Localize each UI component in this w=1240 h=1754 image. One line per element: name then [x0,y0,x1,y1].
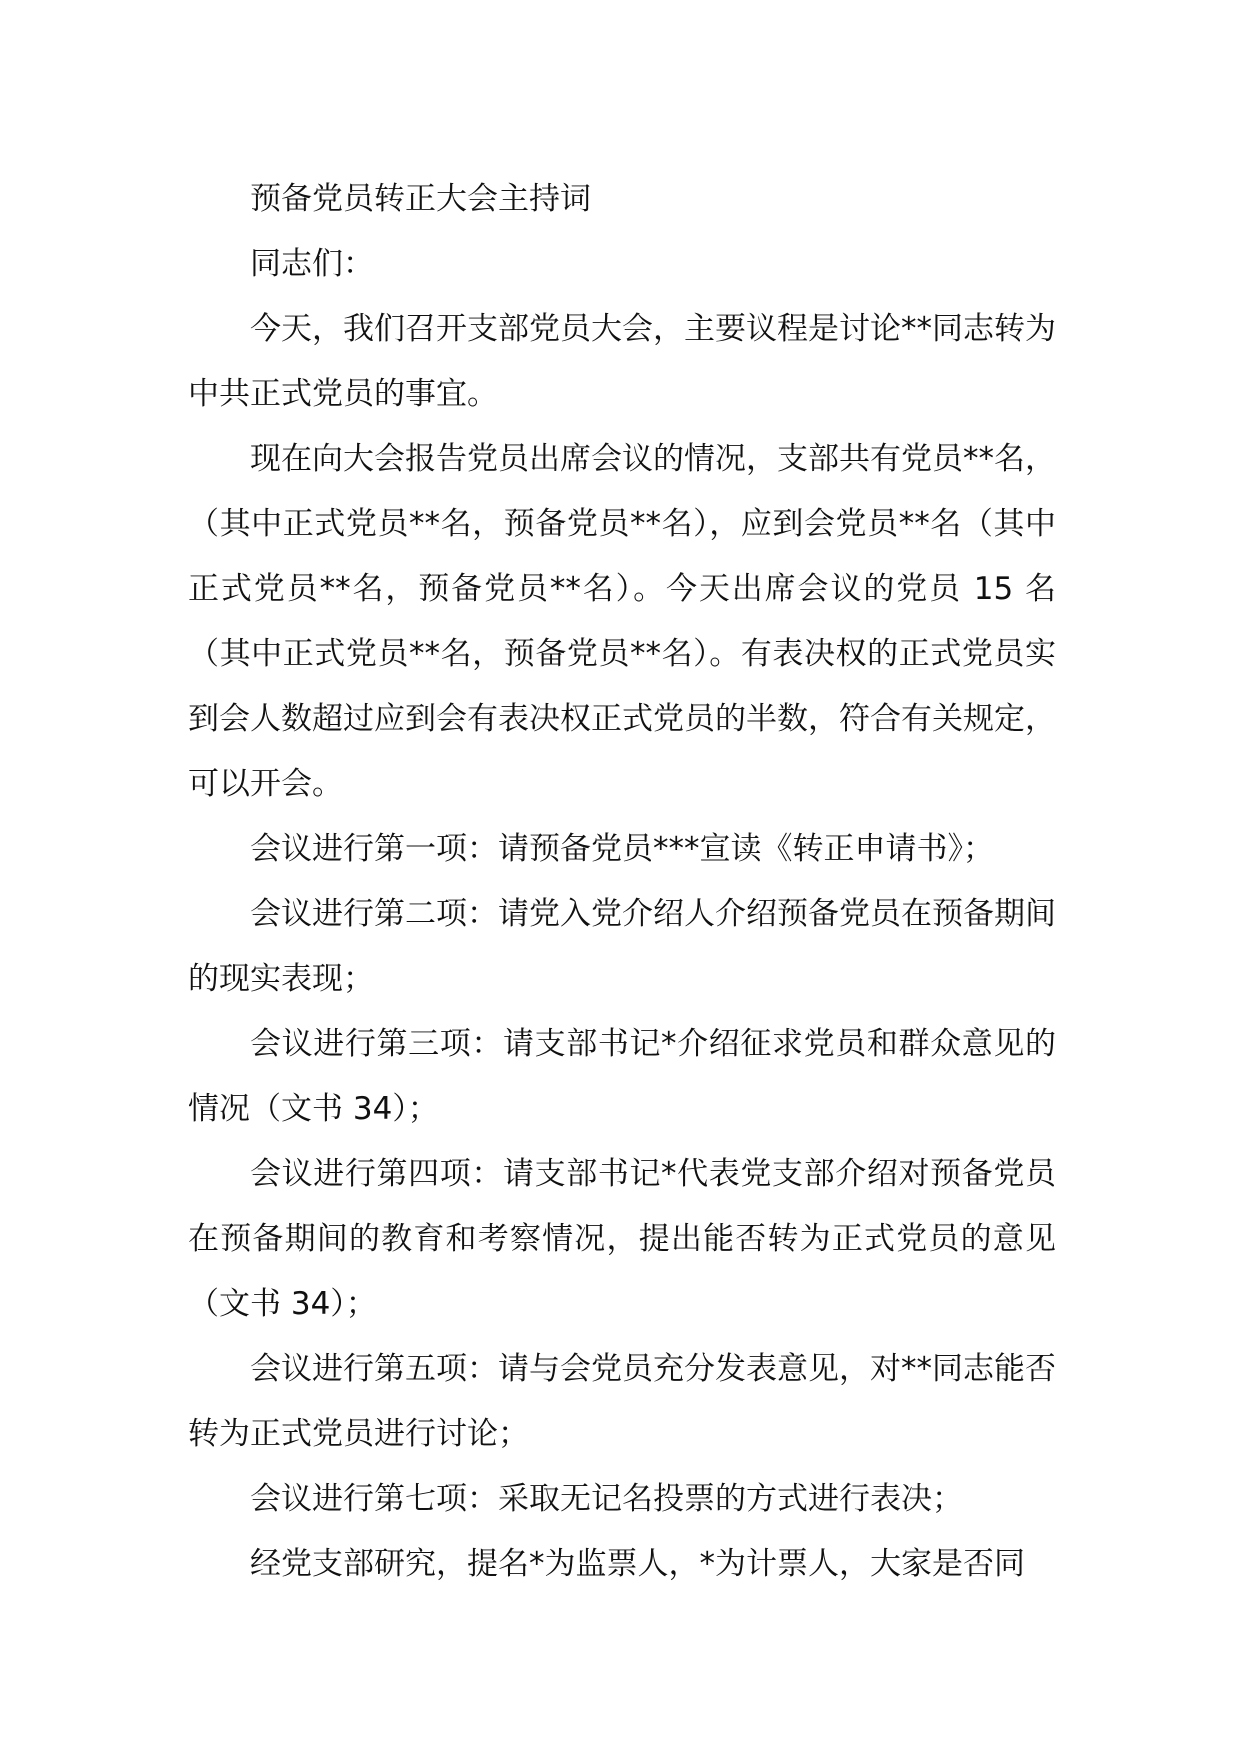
paragraph-item-5: 会议进行第五项：请与会党员充分发表意见，对**同志能否转为正式党员进行讨论； [188,1351,1056,1452]
paragraph-greeting: 同志们： [250,246,374,282]
paragraph-tellers: 经党支部研究，提名*为监票人，*为计票人，大家是否同 [250,1546,1025,1582]
paragraph-item-7: 会议进行第七项：采取无记名投票的方式进行表决； [250,1481,963,1517]
paragraph-item-2: 会议进行第二项：请党入党介绍人介绍预备党员在预备期间的现实表现； [188,896,1056,997]
paragraph-agenda: 今天，我们召开支部党员大会，主要议程是讨论**同志转为中共正式党员的事宜。 [188,311,1056,412]
paragraph-attendance: 现在向大会报告党员出席会议的情况，支部共有党员**名，（其中正式党员**名，预备党员**名），应到会党员**名（其中正式党员**名，预备党员**名）。今天出席会议的党员 15 名（其中正式党员**名，预备党员**名）。有表决权的正式党员实到会人数超过应到会有表决权正式党员的半数，符合有关规定，可以开会。 [188,441,1056,802]
paragraph-item-1: 会议进行第一项：请预备党员***宣读《转正申请书》； [250,831,994,867]
document-title: 预备党员转正大会主持词 [250,181,591,217]
paragraph-item-3: 会议进行第三项：请支部书记*介绍征求党员和群众意见的情况（文书 34）； [188,1026,1056,1127]
paragraph-item-4: 会议进行第四项：请支部书记*代表党支部介绍对预备党员在预备期间的教育和考察情况，提出能否转为正式党员的意见（文书 34）； [188,1156,1056,1322]
document-page [188,167,1056,1597]
